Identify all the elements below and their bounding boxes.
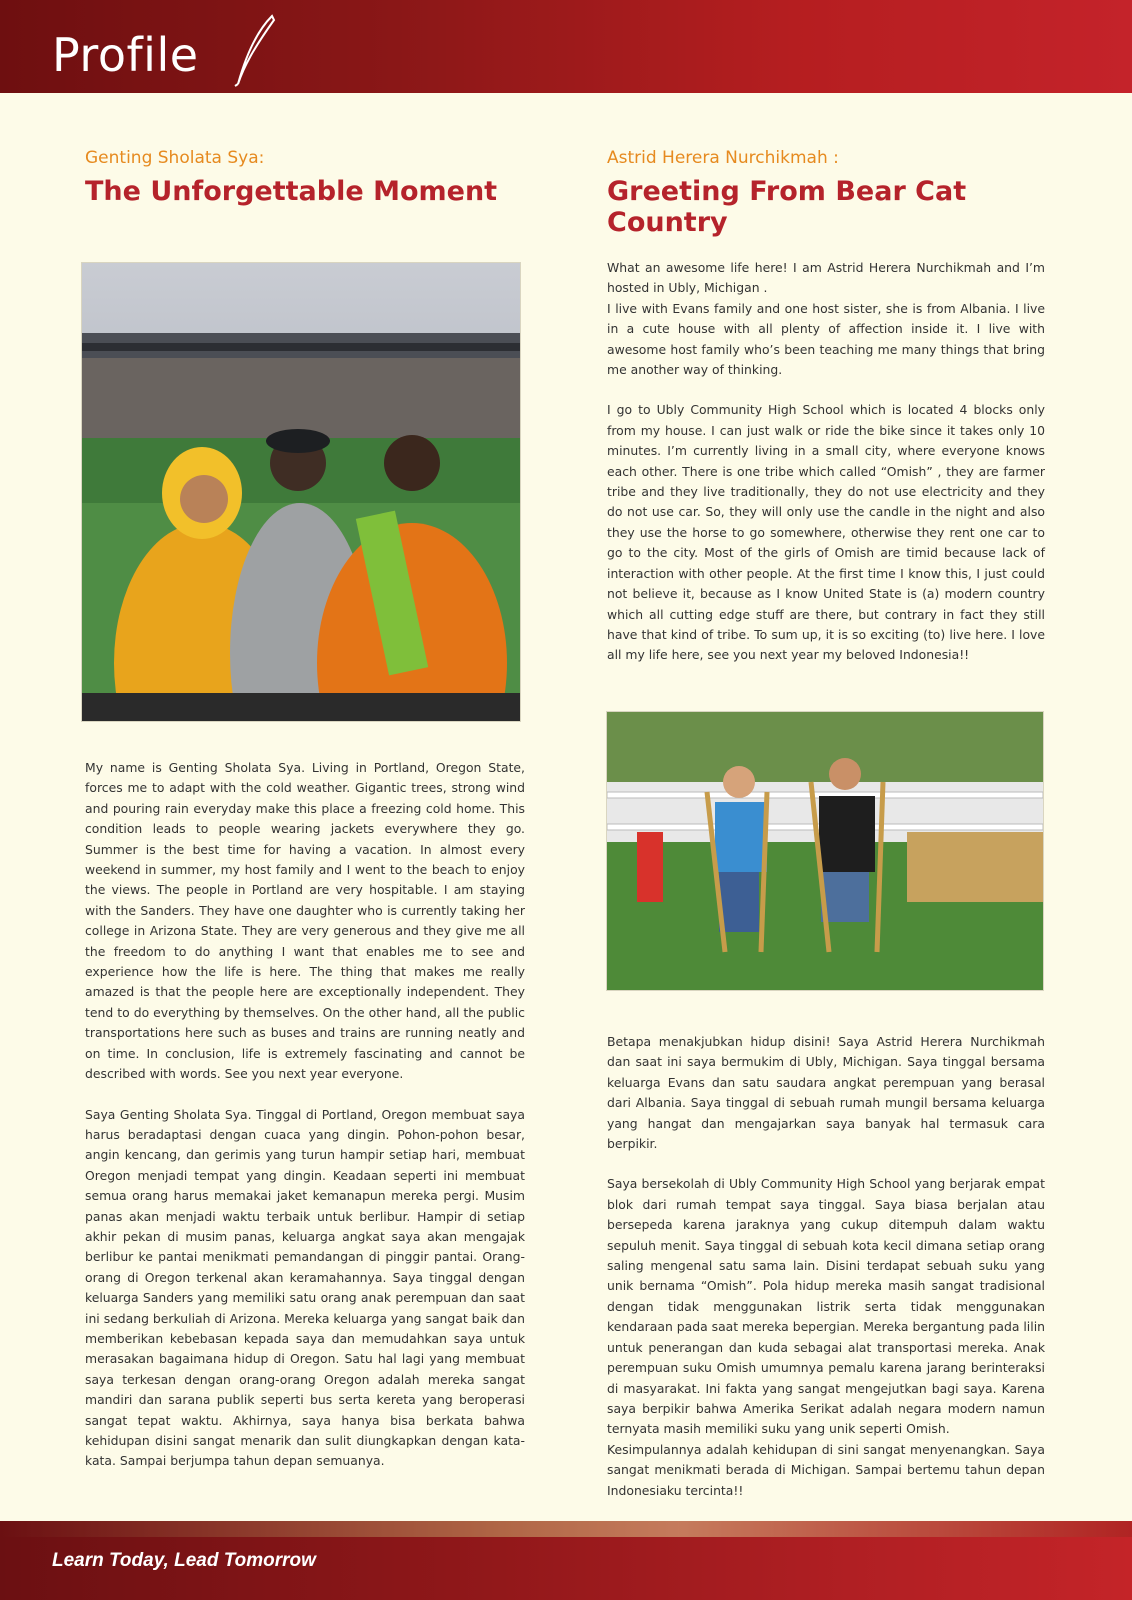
right-paragraph-en-3: I go to Ubly Community High School which is located 4 blocks only from my house. I can just walk or ride the bike since it takes only 10 minutes. I’m currently living in a small city, where everyone knows each other. There is one tribe which called “Omish” , they are farmer tribe and they live traditionally, they do not use electricity and they do not use car. So, they will only use the candle in the night and also they use the horse to go somewhere, otherwise they rent one car to go to the city. Most of the girls of Omish are timid because lack of interaction with other people. At the first time I know this, I just could not believe it, because as I know United State is (a) modern country which all cutting edge stuff are there, but contrary in fact they still have that kind of tribe. To sum up, it is so exciting (to) live here. I love all my life here, see you next year my beloved Indonesia!!	[607, 402, 1045, 663]
right-paragraph-id-2: Saya bersekolah di Ubly Community High School yang berjarak empat blok dari rumah tempat saya tinggal. Saya biasa berjalan atau bersepeda karena jaraknya yang cukup ditempuh dalam waktu sepuluh menit. Saya tinggal di sebuah kota kecil dimana setiap orang saling mengenal satu sama lain. Disini terdapat sebuah suku yang unik bernama “Omish”. Pola hidup mereka masih sangat tradisional dengan tidak menggunakan listrik serta tidak menggunakan kendaraan pada saat mereka bepergian. Mereka bergantung pada lilin untuk penerangan dan kuda sebagai alat transportasi mereka. Anak perempuan suku Omish umumnya pemalu karena jarang berinteraksi di masyarakat. Ini fakta yang sangat mengejutkan bagi saya. Karena saya berpikir bahwa Amerika Serikat adalah negara modern namun ternyata masih memiliki suku yang unik seperti Omish.	[607, 1176, 1045, 1437]
left-article-heading	[85, 148, 525, 207]
left-paragraph-en: My name is Genting Sholata Sya. Living in Portland, Oregon State, forces me to adapt with the cold weather. Gigantic trees, strong wind and pouring rain everyday make this place a freezing cold home. This condition leads to people wearing jackets everywhere they go. Summer is the best time for having a vacation. In almost every weekend in summer, my host family and I went to the beach to enjoy the views. The people in Portland are very hospitable. I am staying with the Sanders. They have one daughter who is currently taking her college in Arizona State. They are very generous and they give me all the freedom to do anything I want that enables me to see and experience how the life is here. The thing that makes me really amazed is that the people here are exceptionally independent. They tend to do everything by themselves. On the other hand, all the public transportations here such as buses and trains are running neatly and on time. In conclusion, life is extremely fascinating and cannot be described with words. See you next year everyone.	[85, 760, 525, 1082]
page-header	[0, 0, 1132, 93]
right-paragraph-en-2: I live with Evans family and one host sister, she is from Albania. I live in a cute house with all plenty of affection inside it. I live with awesome host family who’s been teaching me many things that bring me another way of thinking.	[607, 300, 1045, 378]
right-paragraph-id-3: Kesimpulannya adalah kehidupan di sini sangat menyenangkan. Saya sangat menikmati berada di Michigan. Sampai bertemu tahun depan Indonesiaku tercinta!!	[607, 1441, 1045, 1498]
section-title: Profile	[52, 28, 199, 82]
right-paragraph-en-1: What an awesome life here! I am Astrid Herera Nurchikmah and I’m hosted in Ubly, Michigan .	[607, 260, 1045, 296]
right-article-heading	[607, 148, 1045, 238]
footer-tagline: Learn Today, Lead Tomorrow	[52, 1550, 316, 1571]
right-headline: Greeting From Bear Cat Country	[607, 176, 967, 238]
right-article-body-id	[607, 1032, 1045, 1501]
right-paragraph-id-1: Betapa menakjubkan hidup disini! Saya Astrid Herera Nurchikmah dan saat ini saya bermukim di Ubly, Michigan. Saya tinggal bersama keluarga Evans dan satu saudara angkat perempuan yang berasal dari Albania. Saya tinggal di sebuah rumah mungil bersama keluarga yang hangat dan mengajarkan saya banyak hal termasuk cara berpikir.	[607, 1034, 1045, 1152]
right-author: Astrid Herera Nurchikmah :	[607, 148, 839, 168]
quill-pen-icon	[230, 14, 278, 88]
left-paragraph-id: Saya Genting Sholata Sya. Tinggal di Portland, Oregon membuat saya harus beradaptasi dengan cuaca yang dingin. Pohon-pohon besar, angin kencang, dan gerimis yang turun hampir setiap hari, membuat Oregon menjadi tempat yang dingin. Keadaan seperti ini membuat semua orang harus memakai jaket kemanapun mereka pergi. Musim panas akan menjadi waktu terbaik untuk berlibur. Hampir di setiap akhir pekan di musim panas, keluarga angkat saya akan mengajak berlibur ke pantai menikmati pemandangan di pinggir pantai. Orang-orang di Oregon terkenal akan keramahannya. Saya tinggal dengan keluarga Sanders yang memiliki satu orang anak perempuan dan saat ini sedang berkuliah di Arizona. Mereka keluarga yang sangat baik dan memberikan kebebasan kepada saya dan memudahkan saya untuk merasakan bagaimana hidup di Oregon. Satu hal lagi yang membuat saya terkesan dengan orang-orang Oregon adalah mereka sangat mandiri dan sarana publik seperti bus serta kereta yang beroperasi sangat tepat waktu. Akhirnya, saya hanya bisa berkata bahwa kehidupan disini sangat menarik dan sulit diungkapkan dengan kata-kata. Sampai berjumpa tahun depan semuanya.	[85, 1106, 525, 1469]
stilts-photo	[607, 712, 1043, 990]
right-article-body-en	[607, 258, 1045, 666]
left-headline: The Unforgettable Moment	[85, 176, 498, 207]
footer-accent-band	[0, 1521, 1132, 1537]
stadium-photo	[82, 263, 520, 721]
left-author: Genting Sholata Sya:	[85, 148, 265, 168]
left-article-body	[85, 758, 525, 1472]
